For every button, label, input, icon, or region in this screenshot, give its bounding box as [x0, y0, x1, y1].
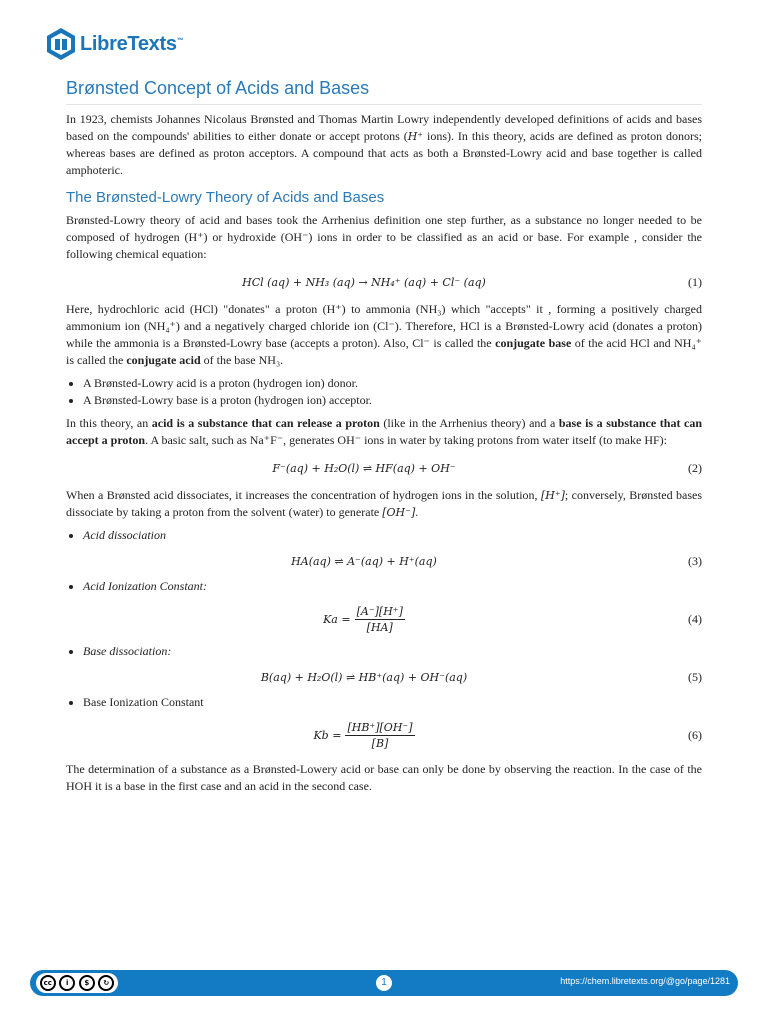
section-heading: The Brønsted-Lowry Theory of Acids and Bases — [66, 189, 385, 206]
fraction: $\frac{[HB^+][OH^-]}{[B]}$ — [347, 720, 413, 750]
list-item: • Acid dissociation — [83, 527, 702, 544]
equation-3-number: (3) — [688, 553, 702, 568]
sa-icon: ↻ — [98, 975, 114, 991]
equation-1-number: (1) — [688, 274, 702, 289]
equation-5 — [66, 664, 702, 690]
footer-bar — [30, 970, 738, 996]
fraction: $\frac{[A^-][H^+]}{[HA]}$ — [356, 604, 403, 634]
page-number: 1 — [376, 975, 392, 991]
item-list — [66, 643, 702, 660]
equation-3-body: HA(aq) ⇌ A⁻(aq) + H⁺(aq) — [291, 554, 437, 568]
equation-2-body: F⁻(aq) + H₂O(l) ⇌ HF(aq) + OH⁻ — [272, 461, 456, 475]
equation-1-body: HCl (aq) + NH₃ (aq) → NH₄⁺ (aq) + Cl⁻ (aq) — [242, 275, 486, 289]
list-item: • A Brønsted-Lowry base is a proton (hydrogen ion) acceptor. — [83, 392, 702, 409]
equation-2 — [66, 455, 702, 481]
intro-paragraph: In 1923, chemists Johannes Nicolaus Brønsted and Thomas Martin Lowry independently developed definitions of acids and bases based on the compounds' abilities to either donate or accept protons (H⁺ ions). In this theory, acids are defined as proton donors; whereas bases are defined as proton acceptors. A compound that acts as both a Brønsted-Lowry acid and base together is called amphoteric. — [66, 112, 702, 177]
equation-4 — [66, 599, 702, 639]
equation-5-body: B(aq) + H₂O(l) ⇌ HB⁺(aq) + OH⁻(aq) — [260, 670, 468, 684]
equation-1 — [66, 269, 702, 295]
equation-4-body: Ka = $\frac{[A^-][H^+]}{[HA]}$ — [323, 604, 403, 634]
list-item: • A Brønsted-Lowry acid is a proton (hydrogen ion) donor. — [83, 375, 702, 392]
libretexts-logo[interactable] — [46, 26, 183, 62]
proton-paragraph: In this theory, an acid is a substance that can release a proton (like in the Arrhenius theory) and a base is a substance that can accept a proton. A basic salt, such as Na⁺F⁻, generates OH⁻ ions in water by taking protons from water itself (to make HF): — [66, 416, 702, 447]
explanation-paragraph: Here, hydrochloric acid (HCl) "donates" a proton (H⁺) to ammonia (NH₃) which "accepts" it , forming a positively charged ammonium ion (NH₄⁺) and a negatively charged chloride ion (Cl⁻). Therefore, HCl is a Brønsted-Lowry acid (donates a proton) while the ammonia is a Brønsted-Lowry base (accepts a proton). Also, Cl⁻ is called the conjugate base of the acid HCl and NH₄⁺ is called the conjugate acid of the base NH₃. — [66, 302, 702, 367]
item-list — [66, 527, 702, 544]
equation-5-number: (5) — [688, 669, 702, 684]
equation-6 — [66, 715, 702, 755]
libretexts-logo-icon — [46, 27, 76, 61]
item-list — [66, 694, 702, 711]
equation-6-number: (6) — [688, 727, 702, 742]
by-icon: i — [59, 975, 75, 991]
list-item: • Base dissociation: — [83, 643, 702, 660]
cc-icon: cc — [40, 975, 56, 991]
equation-6-body: Kb = $\frac{[HB^+][OH^-]}{[B]}$ — [313, 720, 413, 750]
theory-paragraph: Brønsted-Lowry theory of acid and bases took the Arrhenius definition one step further, as a substance no longer needed to be composed of hydrogen (H⁺) or hydroxide (OH⁻) ions in order to be classified as an acid or base. For example , consider the following chemical equation: — [66, 213, 702, 261]
equation-4-number: (4) — [688, 611, 702, 626]
conclusion-paragraph: The determination of a substance as a Brønsted-Lowery acid or base can only be done by observing the reaction. In the case of the HOH it is a base in the first case and an acid in the second case. — [66, 762, 702, 793]
nc-icon: $ — [79, 975, 95, 991]
logo-text: LibreTexts™ — [80, 32, 184, 55]
definition-list — [66, 375, 702, 409]
main-content — [66, 76, 702, 801]
list-item: • Acid Ionization Constant: — [83, 578, 702, 595]
equation-3 — [66, 548, 702, 574]
page-title: Brønsted Concept of Acids and Bases — [66, 78, 702, 105]
list-item: • Base Ionization Constant — [83, 694, 702, 711]
item-list — [66, 578, 702, 595]
cc-license-badge[interactable] — [36, 973, 118, 993]
page-url-link[interactable]: https://chem.libretexts.org/@go/page/1281 — [560, 976, 730, 986]
equation-2-number: (2) — [688, 460, 702, 475]
dissociation-paragraph: When a Brønsted acid dissociates, it increases the concentration of hydrogen ions in the solution, [H⁺]; conversely, Brønsted bases dissociate by taking a proton from the solvent (water) to generate [OH⁻]. — [66, 488, 702, 519]
